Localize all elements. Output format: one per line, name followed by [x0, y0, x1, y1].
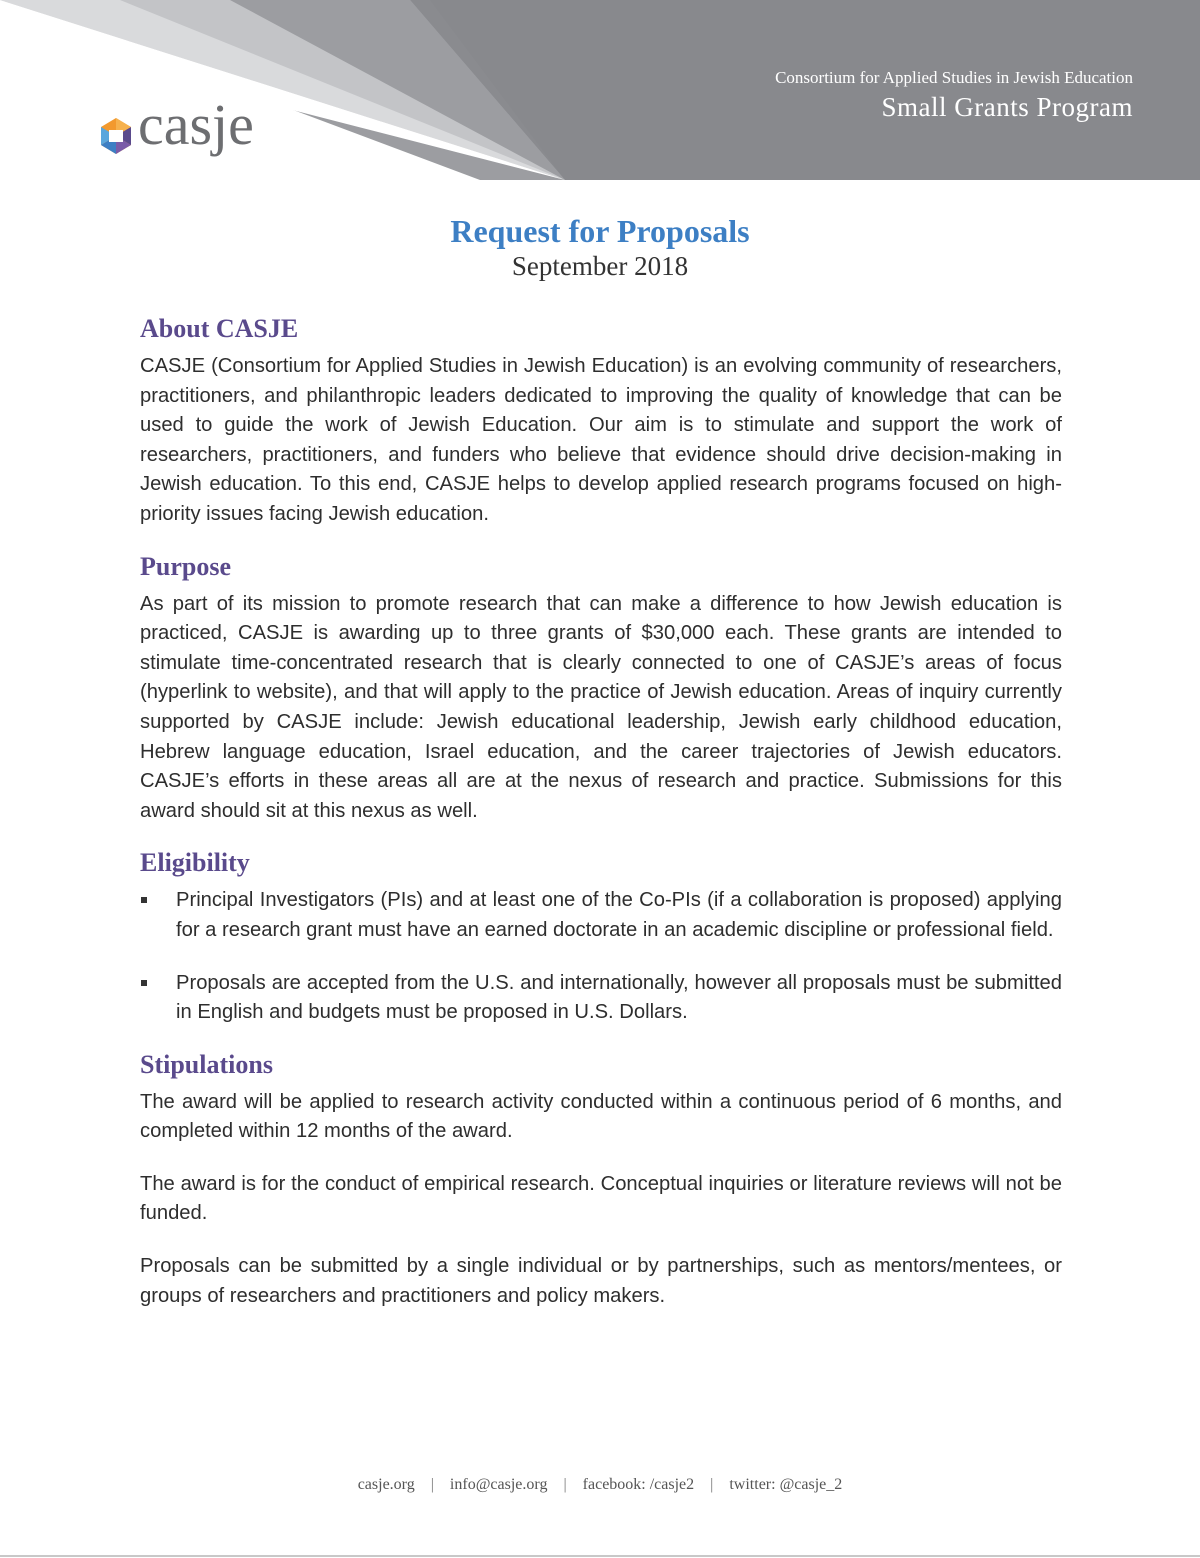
section-stipulations [140, 1048, 1062, 1312]
casje-logo-icon [96, 96, 136, 176]
section-heading-stipulations: Stipulations [140, 1049, 273, 1079]
document-body [140, 312, 1062, 1331]
footer-email-link[interactable]: info@casje.org [449, 1476, 548, 1493]
stipulation-paragraph: Proposals can be submitted by a single individual or by partnerships, such as mentors/mentees, or groups of researchers and practitioners and policy makers. [140, 1255, 1062, 1307]
document-title: Request for Proposals [450, 213, 750, 249]
document-date: September 2018 [511, 251, 689, 281]
section-heading-eligibility: Eligibility [140, 848, 250, 878]
square-bullet-icon [141, 980, 147, 986]
list-item [140, 969, 1062, 1028]
program-name: Small Grants Program [881, 92, 1133, 122]
footer-twitter-link[interactable]: twitter: @casje_2 [729, 1476, 843, 1493]
footer-separator: | [430, 1476, 434, 1493]
organization-name: Consortium for Applied Studies in Jewish Education [775, 68, 1133, 87]
stipulation-paragraph: The award is for the conduct of empirical research. Conceptual inquiries or literature reviews will not be funded. [140, 1172, 1062, 1225]
document-title-block [0, 212, 1200, 282]
footer-facebook-link[interactable]: facebook: /casje2 [582, 1476, 695, 1493]
eligibility-list [140, 886, 1062, 1027]
eligibility-item-text: Proposals are accepted from the U.S. and internationally, however all proposals must be submitted in English and budgets must be proposed in U.S. Dollars. [176, 971, 1062, 1024]
footer-separator: | [710, 1476, 714, 1493]
section-about [140, 312, 1062, 530]
page-bottom-divider [0, 1555, 1200, 1557]
section-purpose [140, 550, 1062, 827]
footer [0, 1476, 1200, 1494]
section-heading-purpose: Purpose [140, 551, 231, 581]
about-paragraph: CASJE (Consortium for Applied Studies in Jewish Education) is an evolving community of researchers, practitioners, and philanthropic leaders dedicated to improving the quality of knowledge that can be used to guide the work of Jewish Education. Our aim is to stimulate and support the work of researchers, practitioners, and funders who believe that evidence should drive decision-making in Jewish education. To this end, CASJE helps to develop applied research programs focused on high-priority issues facing Jewish education. [140, 355, 1062, 525]
header-program-info [775, 66, 1133, 124]
purpose-paragraph: As part of its mission to promote research that can make a difference to how Jewish education is practiced, CASJE is awarding up to three grants of $30,000 each. These grants are intended to stimulate time-concentrated research that is clearly connected to one of CASJE’s areas of focus (hyperlink to website), and that will apply to the practice of Jewish education. Areas of inquiry currently supported by CASJE include: Jewish educational leadership, Jewish early childhood education, Hebrew language education, Israel education, and the career trajectories of Jewish educators. CASJE’s efforts in these areas all are at the nexus of research and practice. Submissions for this award should sit at this nexus as well. [140, 592, 1062, 822]
list-item [140, 886, 1062, 945]
footer-website-link[interactable]: casje.org [357, 1476, 415, 1493]
logo-wordmark: casje [138, 92, 254, 157]
section-eligibility [140, 846, 1062, 1027]
square-bullet-icon [141, 897, 147, 903]
footer-separator: | [563, 1476, 567, 1493]
stipulation-paragraph: The award will be applied to research activity conducted within a continuous period of 6 months, and completed within 12 months of the award. [140, 1090, 1062, 1143]
eligibility-item-text: Principal Investigators (PIs) and at least one of the Co-PIs (if a collaboration is proposed) applying for a research grant must have an earned doctorate in an academic discipline or professional field. [176, 889, 1062, 941]
section-heading-about: About CASJE [140, 314, 299, 343]
